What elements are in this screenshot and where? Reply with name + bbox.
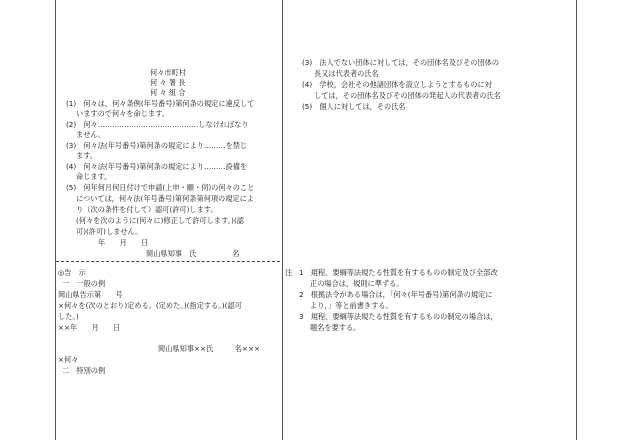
general-example-heading: 一 一般の例 bbox=[62, 279, 106, 288]
left-border-line bbox=[55, 0, 56, 440]
item-2-line-1: (2) 何々……………………………………しなければなり bbox=[66, 120, 249, 129]
notice-number: 岡山県告示第 号 bbox=[58, 290, 123, 299]
item-3-line-2: ます。 bbox=[76, 151, 97, 160]
notice-text-line-1: ×何々を(次のとおり)定める。(定めた。)(指定する。)(認可 bbox=[58, 301, 242, 310]
item-3-line-1: (3) 何々法(年号番号)第何条の規定により………を禁じ bbox=[66, 141, 248, 150]
item-4-line-2: 命じます。 bbox=[76, 172, 112, 181]
addressee-1: 何々市町村 bbox=[150, 68, 186, 77]
item-5-line-5: 可)(許可)しません。 bbox=[76, 227, 143, 236]
note-3-line-1: 3 規程、要綱等法規たる性質を有するものの制定の場合は， bbox=[299, 312, 498, 321]
note-3-line-2: 題名を要する。 bbox=[310, 323, 361, 332]
right-item-4-line-1: (4) 学校，会社その他諸団体を設立しようとするものに対 bbox=[302, 80, 492, 89]
note-label: 注 bbox=[285, 268, 293, 277]
item-5-line-3: り（次の条件を付して）認可(許可)します。 bbox=[76, 205, 218, 214]
notice-heading: ◎告 示 bbox=[58, 268, 86, 277]
right-item-3-line-1: (3) 法人でない団体に対しては，その団体名及びその団体の bbox=[302, 58, 500, 67]
item-1-line-1: (1) 何々は，何々条例(年号番号)第何条の規定に違反して bbox=[66, 99, 255, 108]
addressee-2: 何 々 署 長 bbox=[150, 78, 186, 87]
section-separator bbox=[56, 261, 280, 262]
special-example-heading: 二 特別の例 bbox=[62, 366, 106, 375]
item-5-line-4: (何々を次のように(何々に)修正して許可します。)(認 bbox=[76, 216, 244, 225]
notice-date: ××年 月 日 bbox=[58, 323, 121, 332]
governor-signature: 岡山県知事 氏 名 bbox=[146, 249, 240, 258]
notice-text-line-2: した。) bbox=[58, 312, 79, 321]
item-2-line-2: ません。 bbox=[76, 130, 106, 139]
right-border-line bbox=[576, 0, 577, 440]
issue-date: 年 月 日 bbox=[98, 238, 149, 247]
note-2-line-2: より，」等と前書きする。 bbox=[310, 301, 393, 310]
notice-signature: 岡山県知事××氏 名××× bbox=[158, 344, 260, 353]
note-1-line-2: 正の場合は，規則に準ずる。 bbox=[310, 279, 404, 288]
notice-subject: ×何々 bbox=[58, 355, 79, 364]
note-2-line-1: 2 根拠法令がある場合は，「何々(年号番号)第何条の規定に bbox=[299, 290, 493, 299]
addressee-3: 何 々 組 合 bbox=[150, 88, 186, 97]
note-1-line-1: 1 規程、要綱等法規たる性質を有するものの制定及び全部改 bbox=[299, 268, 498, 277]
column-divider-line bbox=[282, 0, 283, 440]
right-item-4-line-2: しては，その団体名及びその団体の発起人の代表者の氏名 bbox=[314, 91, 501, 100]
right-item-3-line-2: 長又は代表者の氏名 bbox=[314, 69, 379, 78]
item-1-line-2: いますので何々を命じます。 bbox=[76, 109, 169, 118]
right-item-5-line-1: (5) 個人に対しては，その氏名 bbox=[302, 102, 406, 111]
item-5-line-1: (5) 何年何月何日付けで申請(上申・願・伺)の何々のこと bbox=[66, 183, 255, 192]
item-4-line-1: (4) 何々法(年号番号)第何条の規定により………設備を bbox=[66, 162, 248, 171]
item-5-line-2: については，何々法(年号番号)第何条第何項の規定によ bbox=[76, 194, 254, 203]
